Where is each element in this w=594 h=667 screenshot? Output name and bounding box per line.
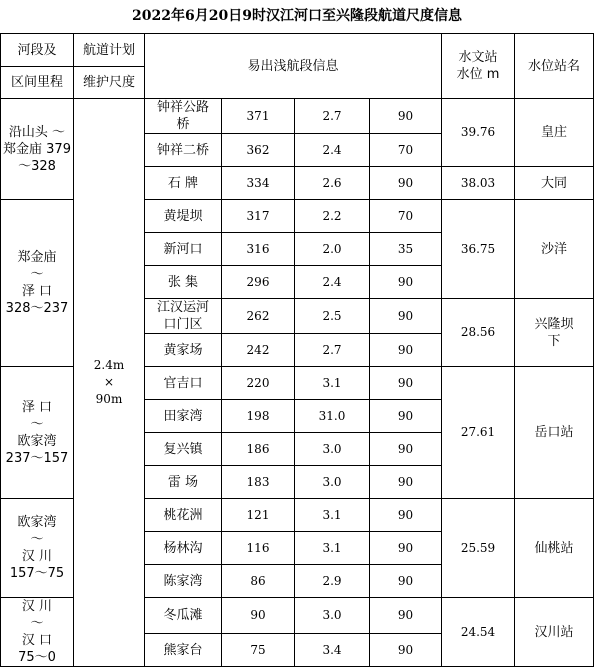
shallow-km-cell: 362 [222,134,295,167]
segment-cell [1,598,74,667]
shallow-name-cell: 钟祥公路桥 [145,99,222,134]
header-plan: 航道计划 [74,34,145,67]
shallow-name-cell: 张 集 [145,266,222,299]
shallow-depth-cell: 3.0 [295,433,370,466]
segment-text: ～ [30,532,44,547]
water-level-cell: 28.56 [442,299,515,367]
shallow-depth-cell: 2.2 [295,200,370,233]
shallow-width-cell: 90 [370,634,442,667]
shallow-depth-cell: 2.7 [295,334,370,367]
shallow-depth-cell: 2.0 [295,233,370,266]
segment-text: 郑金庙 379 [3,141,71,157]
shallow-name-cell: 冬瓜滩 [145,598,222,634]
segment-text: 泽 口 [21,399,53,415]
shallow-depth-cell: 2.4 [295,266,370,299]
shallow-width-cell: 70 [370,200,442,233]
shallow-km-cell: 262 [222,299,295,334]
header-water-level: 水文站 水位 m [442,34,515,99]
shallow-name-cell: 新河口 [145,233,222,266]
station-name-cell: 大同 [515,167,594,200]
shallow-width-cell: 90 [370,367,442,400]
plan-dimension-depth: 2.4m [93,358,125,372]
shallow-km-cell: 242 [222,334,295,367]
shallow-name-cell: 黄堤坝 [145,200,222,233]
shallow-km-cell: 183 [222,466,295,499]
segment-text: ～328 [18,158,56,174]
shallow-depth-cell: 3.0 [295,598,370,634]
shallow-name-cell: 石 牌 [145,167,222,200]
segment-text: 75～0 [18,650,56,665]
water-level-cell: 39.76 [442,99,515,167]
station-name-cell: 汉川站 [515,598,594,667]
shallow-km-cell: 317 [222,200,295,233]
header-plan-dimension: 维护尺度 [74,67,145,99]
plan-dimension-cell [74,99,145,667]
shallow-km-cell: 316 [222,233,295,266]
segment-cell [1,499,74,598]
shallow-depth-cell: 2.4 [295,134,370,167]
shallow-name-cell: 陈家湾 [145,565,222,598]
shallow-name-cell: 官吉口 [145,367,222,400]
segment-text: 328～237 [5,301,69,316]
shallow-width-cell: 70 [370,134,442,167]
station-name-cell: 兴隆坝下 [515,299,594,367]
station-name-cell: 仙桃站 [515,499,594,598]
station-name-cell: 沙洋 [515,200,594,299]
header-station-name: 水位站名 [515,34,594,99]
segment-text: ～ [30,416,44,432]
shallow-width-cell: 90 [370,433,442,466]
segment-cell [1,99,74,200]
shallow-km-cell: 371 [222,99,295,134]
segment-text: 汉 川 [21,599,53,614]
shallow-name-cell: 杨林沟 [145,532,222,565]
shallow-depth-cell: 3.1 [295,532,370,565]
water-level-cell: 24.54 [442,598,515,667]
shallow-km-cell: 220 [222,367,295,400]
segment-cell [1,367,74,499]
shallow-name-cell: 田家湾 [145,400,222,433]
shallow-width-cell: 90 [370,167,442,200]
page-title: 2022年6月20日9时汉江河口至兴隆段航道尺度信息 [132,8,462,24]
shallow-km-cell: 121 [222,499,295,532]
segment-text: 郑金庙 [17,250,57,265]
header-segment-mileage: 区间里程 [1,67,74,99]
shallow-depth-cell: 2.6 [295,167,370,200]
water-level-cell: 27.61 [442,367,515,499]
shallow-depth-cell: 2.7 [295,99,370,134]
segment-text: 237～157 [5,450,69,466]
shallow-width-cell: 90 [370,598,442,634]
segment-text: 沿山头 ～ [8,124,66,140]
shallow-depth-cell: 2.5 [295,299,370,334]
shallow-depth-cell: 3.1 [295,367,370,400]
shallow-width-cell: 90 [370,266,442,299]
shallow-width-cell: 90 [370,565,442,598]
shallow-km-cell: 90 [222,598,295,634]
segment-text: ～ [30,267,44,282]
shallow-km-cell: 75 [222,634,295,667]
segment-text: 汉 川 [21,549,53,564]
shallow-km-cell: 198 [222,400,295,433]
shallow-depth-cell: 31.0 [295,400,370,433]
shallow-km-cell: 186 [222,433,295,466]
segment-cell [1,200,74,367]
shallow-name-cell: 黄家场 [145,334,222,367]
header-shallow-info: 易出浅航段信息 [145,34,442,99]
shallow-km-cell: 116 [222,532,295,565]
shallow-width-cell: 90 [370,299,442,334]
shallow-km-cell: 296 [222,266,295,299]
shallow-width-cell: 35 [370,233,442,266]
water-level-cell: 25.59 [442,499,515,598]
shallow-name-cell: 江汉运河口门区 [145,299,222,334]
segment-text: 欧家湾 [17,515,57,530]
shallow-name-cell: 桃花洲 [145,499,222,532]
segment-text: 泽 口 [21,284,53,299]
segment-text: 欧家湾 [17,433,57,449]
shallow-name-cell: 熊家台 [145,634,222,667]
segment-text: ～ [30,616,44,631]
shallow-depth-cell: 3.4 [295,634,370,667]
water-level-cell: 38.03 [442,167,515,200]
shallow-name-cell: 雷 场 [145,466,222,499]
shallow-width-cell: 90 [370,400,442,433]
shallow-name-cell: 钟祥二桥 [145,134,222,167]
shallow-depth-cell: 3.1 [295,499,370,532]
shallow-width-cell: 90 [370,466,442,499]
shallow-km-cell: 334 [222,167,295,200]
plan-dimension-width: 90m [95,392,123,406]
segment-text: 157～75 [9,566,65,581]
station-name-cell: 皇庄 [515,99,594,167]
table-row [1,99,594,134]
waterway-table [0,33,594,667]
shallow-name-cell: 复兴镇 [145,433,222,466]
water-level-cell: 36.75 [442,200,515,299]
shallow-depth-cell: 3.0 [295,466,370,499]
shallow-width-cell: 90 [370,532,442,565]
plan-dimension-times: × [103,375,115,389]
shallow-km-cell: 86 [222,565,295,598]
shallow-width-cell: 90 [370,99,442,134]
shallow-width-cell: 90 [370,334,442,367]
shallow-depth-cell: 2.9 [295,565,370,598]
station-name-cell: 岳口站 [515,367,594,499]
header-segment: 河段及 [1,34,74,67]
segment-text: 汉 口 [21,633,53,648]
shallow-width-cell: 90 [370,499,442,532]
